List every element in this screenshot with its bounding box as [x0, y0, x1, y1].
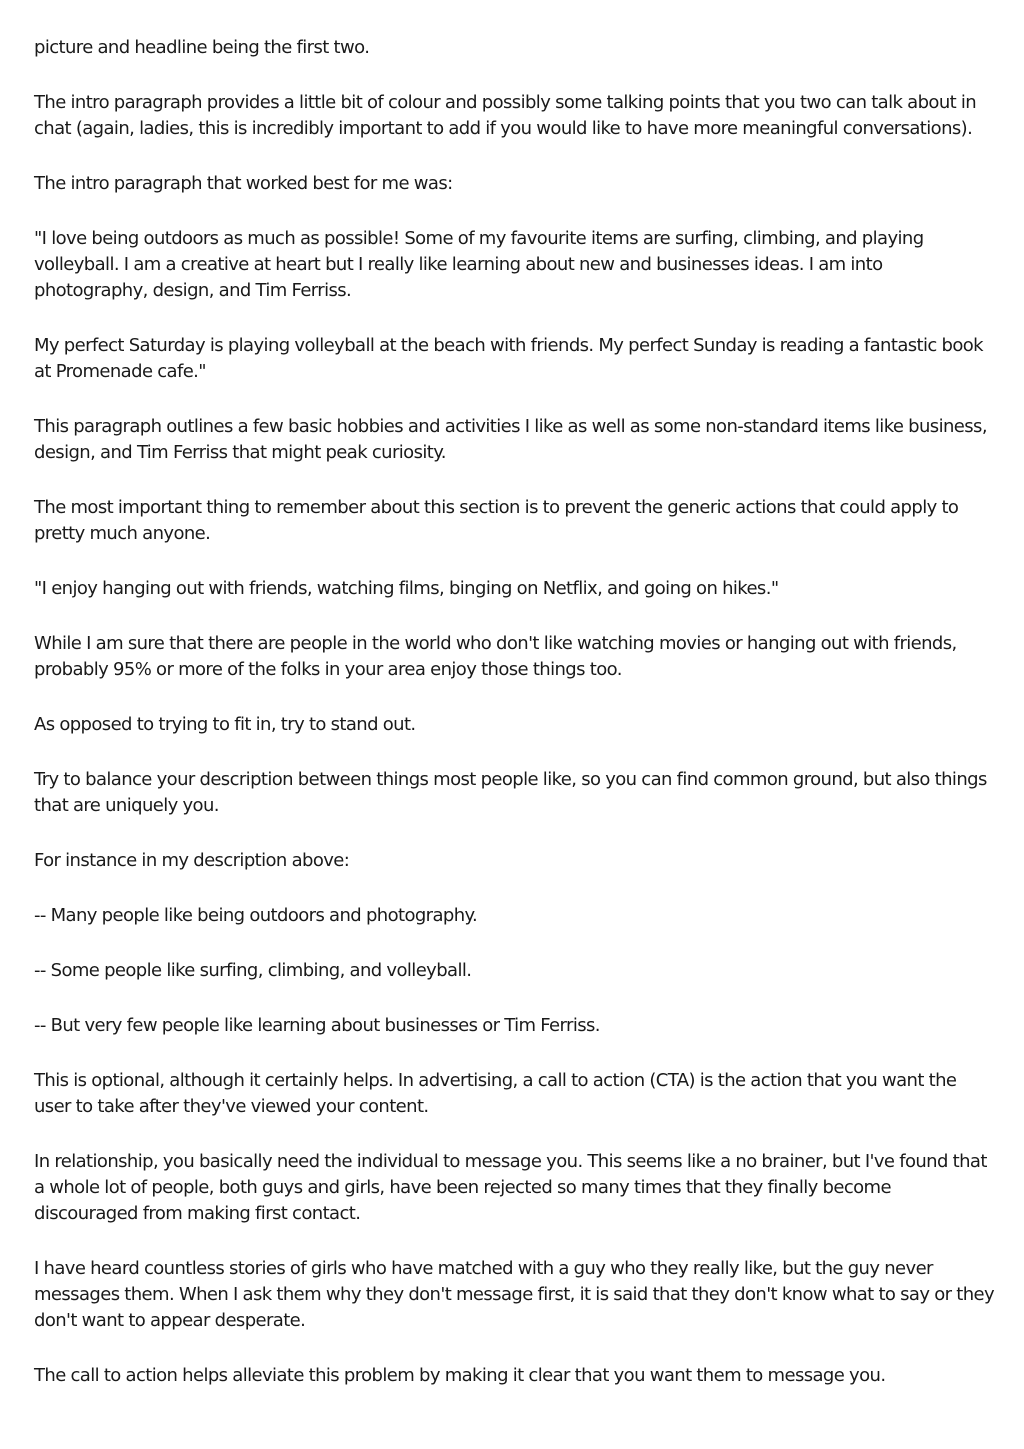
- paragraph: The most important thing to remember about this section is to prevent the generic actions that could apply to pretty much anyone.: [34, 497, 959, 544]
- document-page: [34, 35, 996, 1418]
- quote-paragraph: "I enjoy hanging out with friends, watching films, binging on Netflix, and going on hikes.": [34, 578, 779, 599]
- quote-paragraph: "I love being outdoors as much as possible! Some of my favourite items are surfing, climbing, and playing volleyball. I am a creative at heart but I really like learning about new and businesses ideas. I am into photography, design, and Tim Ferriss.: [34, 228, 924, 301]
- list-item: -- But very few people like learning about businesses or Tim Ferriss.: [34, 1015, 600, 1036]
- paragraph: The intro paragraph provides a little bit of colour and possibly some talking points that you two can talk about in chat (again, ladies, this is incredibly important to add if you would like to have more meaningful conversations).: [34, 92, 977, 139]
- paragraph: For instance in my description above:: [34, 850, 350, 871]
- paragraph: This is optional, although it certainly helps. In advertising, a call to action (CTA) is the action that you want the user to take after they've viewed your content.: [34, 1070, 957, 1117]
- quote-paragraph: My perfect Saturday is playing volleyball at the beach with friends. My perfect Sunday is reading a fantastic book at Promenade cafe.": [34, 335, 983, 382]
- paragraph: The call to action helps alleviate this problem by making it clear that you want them to message you.: [34, 1365, 886, 1386]
- paragraph: As opposed to trying to fit in, try to stand out.: [34, 714, 416, 735]
- paragraph: I have heard countless stories of girls who have matched with a guy who they really like, but the guy never messages them. When I ask them why they don't message first, it is said that they don't know what to say or they don't want to appear desperate.: [34, 1258, 995, 1331]
- paragraph: This paragraph outlines a few basic hobbies and activities I like as well as some non-standard items like business, design, and Tim Ferriss that might peak curiosity.: [34, 416, 987, 463]
- paragraph: Try to balance your description between things most people like, so you can find common ground, but also things that are uniquely you.: [34, 769, 987, 816]
- paragraph: While I am sure that there are people in the world who don't like watching movies or hanging out with friends, probably 95% or more of the folks in your area enjoy those things too.: [34, 633, 957, 680]
- list-item: -- Some people like surfing, climbing, and volleyball.: [34, 960, 472, 981]
- paragraph: In relationship, you basically need the individual to message you. This seems like a no brainer, but I've found that a whole lot of people, both guys and girls, have been rejected so many times that they finally become discouraged from making first contact.: [34, 1151, 987, 1224]
- paragraph: picture and headline being the first two.: [34, 37, 370, 58]
- list-item: -- Many people like being outdoors and photography.: [34, 905, 478, 926]
- paragraph: The intro paragraph that worked best for me was:: [34, 173, 453, 194]
